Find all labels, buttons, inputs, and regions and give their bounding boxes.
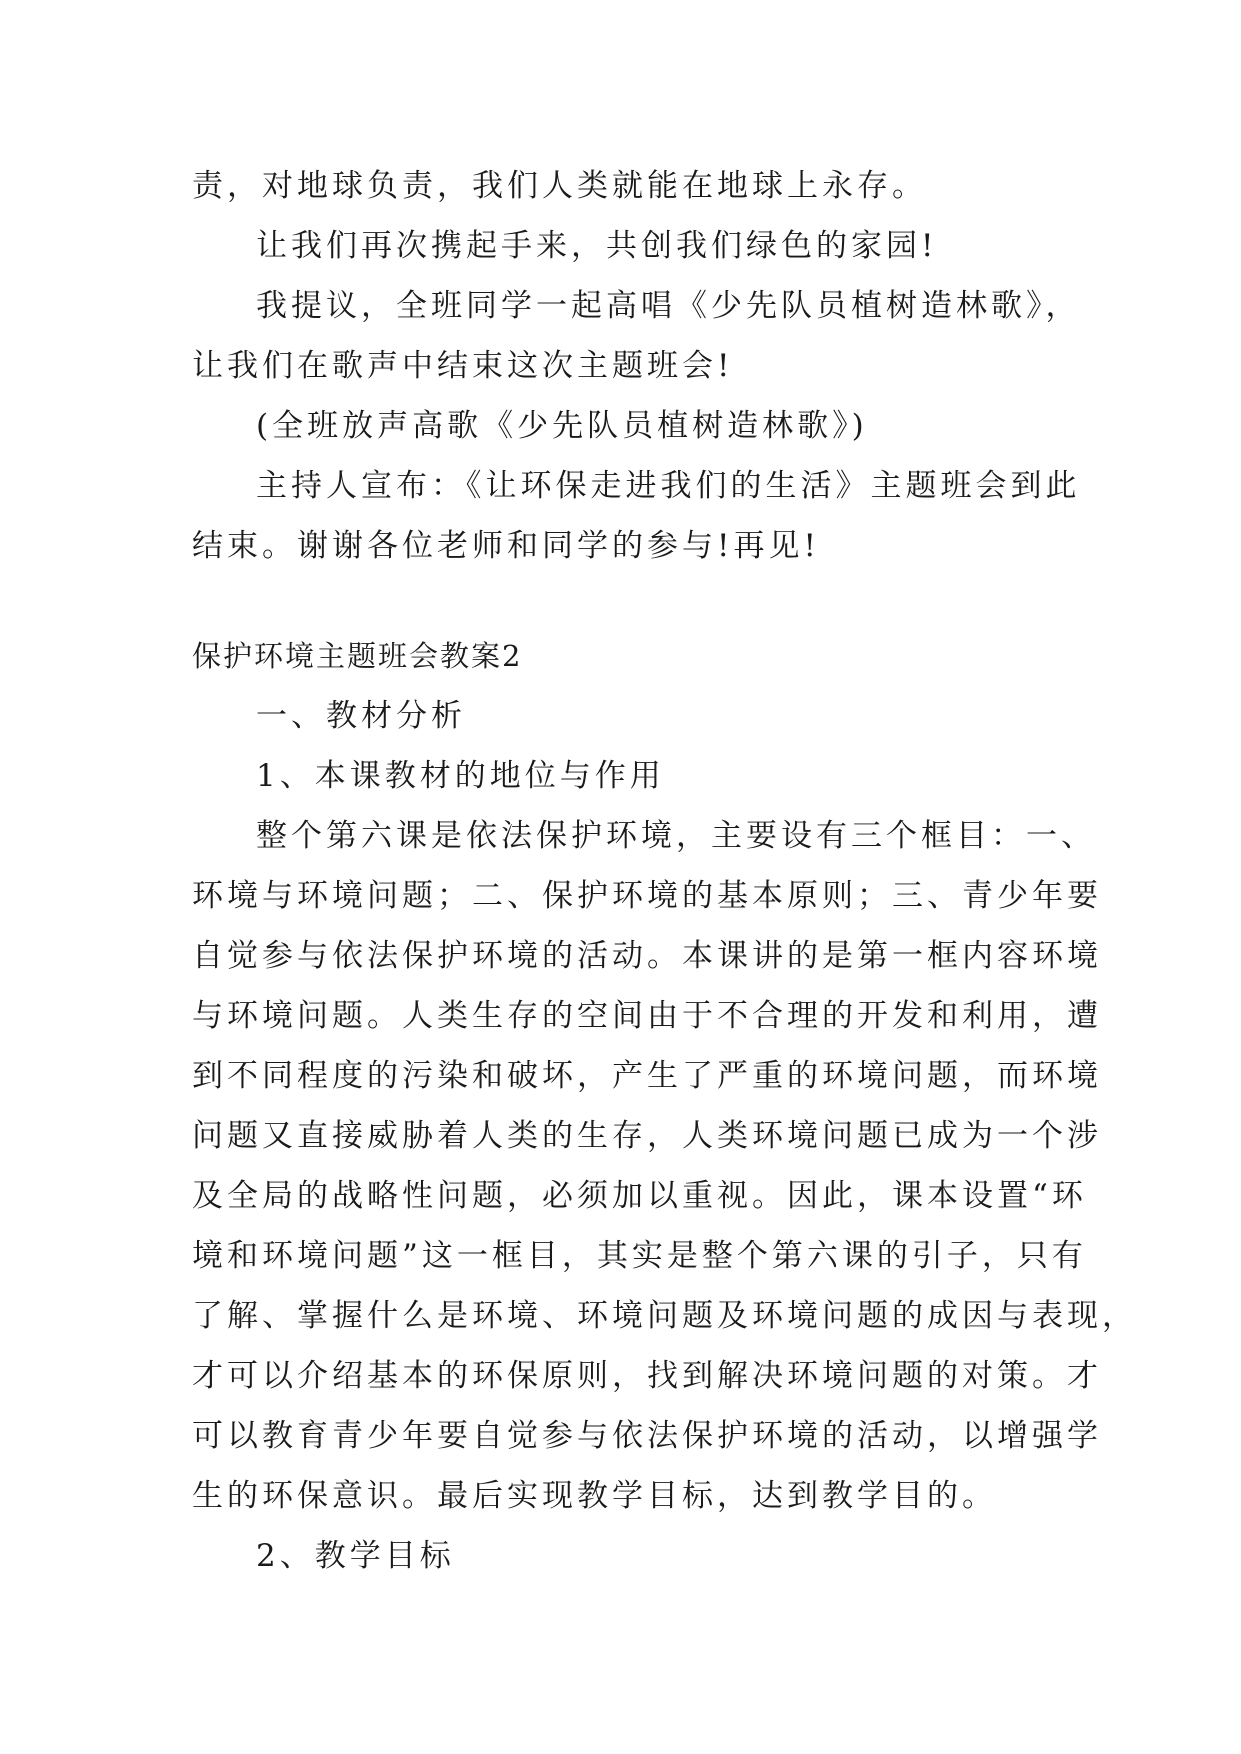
paragraph-line: 让我们在歌声中结束这次主题班会! <box>192 348 734 384</box>
paragraph-line: 了解、掌握什么是环境、环境问题及环境问题的成因与表现， <box>192 1298 1137 1334</box>
paragraph-line: 境和环境问题”这一框目，其实是整个第六课的引子，只有 <box>192 1238 1087 1274</box>
paragraph-line: 及全局的战略性问题，必须加以重视。因此，课本设置“环 <box>192 1178 1087 1214</box>
paragraph-line: 与环境问题。人类生存的空间由于不合理的开发和利用，遭 <box>192 998 1102 1034</box>
paragraph-line: 责，对地球负责，我们人类就能在地球上永存。 <box>192 168 927 204</box>
paragraph-line: 主持人宣布：《让环保走进我们的生活》主题班会到此 <box>256 468 1081 504</box>
paragraph-line: 我提议，全班同学一起高唱《少先队员植树造林歌》， <box>256 288 1081 324</box>
paragraph-line: (全班放声高歌《少先队员植树造林歌》) <box>256 408 868 444</box>
paragraph-line: 结束。谢谢各位老师和同学的参与!再见! <box>192 528 820 564</box>
paragraph-line: 问题又直接威胁着人类的生存，人类环境问题已成为一个涉 <box>192 1118 1102 1154</box>
section-title: 保护环境主题班会教案2 <box>192 639 523 673</box>
paragraph-line: 可以教育青少年要自觉参与依法保护环境的活动，以增强学 <box>192 1418 1102 1454</box>
paragraph-line: 才可以介绍基本的环保原则，找到解决环境问题的对策。才 <box>192 1358 1102 1394</box>
paragraph-line: 1、本课教材的地位与作用 <box>256 758 665 794</box>
paragraph-line: 整个第六课是依法保护环境，主要设有三个框目：一、 <box>256 818 1096 854</box>
paragraph-line: 让我们再次携起手来，共创我们绿色的家园! <box>256 228 938 264</box>
paragraph-line: 环境与环境问题；二、保护环境的基本原则；三、青少年要 <box>192 878 1102 914</box>
paragraph-line: 2、教学目标 <box>256 1538 455 1574</box>
paragraph-line: 一、教材分析 <box>256 698 466 734</box>
paragraph-line: 生的环保意识。最后实现教学目标，达到教学目的。 <box>192 1478 997 1514</box>
paragraph-line: 自觉参与依法保护环境的活动。本课讲的是第一框内容环境 <box>192 938 1102 974</box>
paragraph-line: 到不同程度的污染和破坏，产生了严重的环境问题，而环境 <box>192 1058 1102 1094</box>
